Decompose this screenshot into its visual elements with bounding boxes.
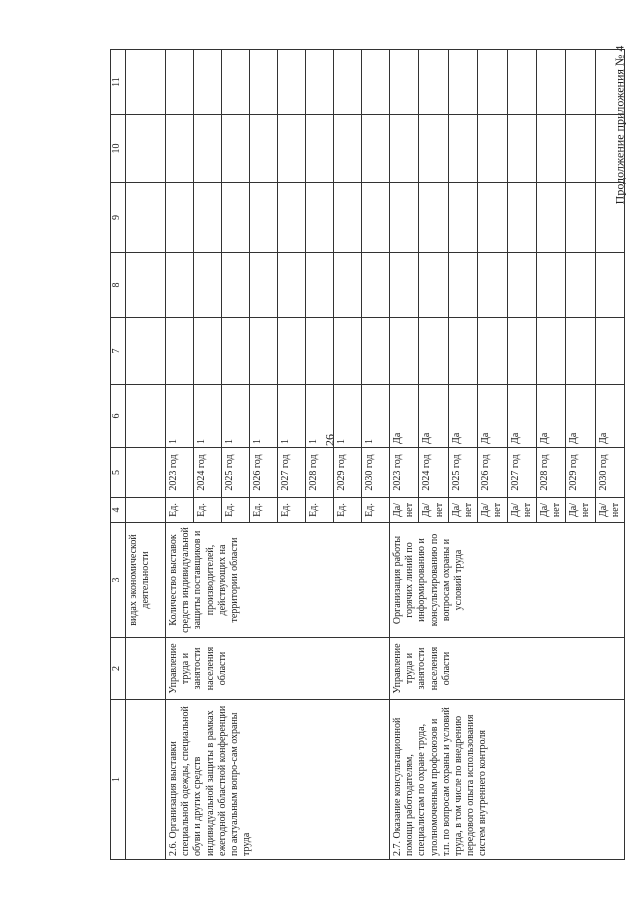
value-cell: Да <box>478 385 507 448</box>
year-cell: 2025 год <box>448 448 477 498</box>
year-cell: 2028 год <box>306 448 334 498</box>
empty-cell-col-8 <box>250 253 278 318</box>
empty-cell-col-7 <box>222 318 250 385</box>
empty-cell-col-9 <box>194 183 222 253</box>
empty-cell-col-11 <box>166 50 194 115</box>
empty-cell-col-8 <box>595 253 624 318</box>
column-header-2: 2 <box>111 638 126 700</box>
year-cell: 2023 год <box>166 448 194 498</box>
empty-cell-col-10 <box>334 115 362 183</box>
empty-cell-col-7 <box>390 318 419 385</box>
empty-cell-col-11 <box>536 50 565 115</box>
empty-cell-col-9 <box>595 183 624 253</box>
empty-cell-col-11 <box>306 50 334 115</box>
year-cell: 2028 год <box>536 448 565 498</box>
empty-cell-col-7 <box>278 318 306 385</box>
empty-cell-col-10 <box>595 115 624 183</box>
empty-cell-col-11 <box>566 50 595 115</box>
empty-cell-col-9 <box>566 183 595 253</box>
empty-cell-col-7 <box>536 318 565 385</box>
unit-cell: Ед. <box>278 498 306 523</box>
value-cell: 1 <box>250 385 278 448</box>
column-header-3: 3 <box>111 523 126 638</box>
value-cell: Да <box>566 385 595 448</box>
unit-cell: Ед. <box>222 498 250 523</box>
value-cell: 1 <box>222 385 250 448</box>
activity-cell: 2.6. Организация выставки специальной одежды, специальной обуви и других средств индивидуальной защиты в рамках ежегодной областной конференции по актуальным вопро-сам охраны труда <box>166 700 390 860</box>
year-cell: 2026 год <box>478 448 507 498</box>
empty-cell-col-10 <box>306 115 334 183</box>
empty-cell-col-11 <box>222 50 250 115</box>
empty-cell-col-7 <box>166 318 194 385</box>
empty-cell-col-10 <box>222 115 250 183</box>
empty-cell-col-8 <box>390 253 419 318</box>
unit-cell: Ед. <box>194 498 222 523</box>
year-cell: 2024 год <box>194 448 222 498</box>
empty-cell-col-9 <box>222 183 250 253</box>
appendix-caption: Продолжение приложения № 4 <box>612 45 627 205</box>
column-header-9: 9 <box>111 183 126 253</box>
year-cell: 2027 год <box>278 448 306 498</box>
empty-cell-col-10 <box>448 115 477 183</box>
empty-cell-col-9 <box>390 183 419 253</box>
empty-cell-col-8 <box>507 253 536 318</box>
unit-cell: Да/ нет <box>390 498 419 523</box>
empty-cell-col-8 <box>166 253 194 318</box>
unit-cell: Да/ нет <box>478 498 507 523</box>
column-header-6: 6 <box>111 385 126 448</box>
empty-cell-col-11 <box>419 50 448 115</box>
value-cell: 1 <box>362 385 390 448</box>
empty-cell-col-8 <box>222 253 250 318</box>
empty-cell-col-10 <box>536 115 565 183</box>
empty-cell-col-9 <box>507 183 536 253</box>
empty-cell-col-8 <box>362 253 390 318</box>
empty-cell-col-8 <box>448 253 477 318</box>
unit-cell: Ед. <box>166 498 194 523</box>
carry-over-row <box>126 50 166 860</box>
empty-cell-col-8 <box>306 253 334 318</box>
empty-cell-col-7 <box>507 318 536 385</box>
empty-cell-col-10 <box>250 115 278 183</box>
unit-cell: Ед. <box>362 498 390 523</box>
empty-cell-col-7 <box>306 318 334 385</box>
empty-cell-col-7 <box>595 318 624 385</box>
empty-cell-col-9 <box>306 183 334 253</box>
year-cell: 2023 год <box>390 448 419 498</box>
unit-cell: Да/ нет <box>507 498 536 523</box>
carry-over-text: видах экономической деятельности <box>126 523 166 638</box>
empty-cell-col-11 <box>194 50 222 115</box>
indicator-cell: Организация работы горячих линий по информированию и консультированию по вопросам охраны и условий труда <box>390 523 625 638</box>
empty-cell-col-7 <box>478 318 507 385</box>
empty-cell-col-11 <box>250 50 278 115</box>
empty-cell-col-9 <box>334 183 362 253</box>
empty-cell-col-11 <box>507 50 536 115</box>
empty-cell-col-10 <box>166 115 194 183</box>
empty-cell-col-9 <box>362 183 390 253</box>
empty-cell-col-9 <box>166 183 194 253</box>
value-cell: Да <box>536 385 565 448</box>
value-cell: Да <box>390 385 419 448</box>
empty-cell-col-8 <box>334 253 362 318</box>
indicator-cell: Количество выставок средств индивидуальной защиты поставщиков и производителей, действующих на территории области <box>166 523 390 638</box>
year-cell: 2027 год <box>507 448 536 498</box>
empty-cell-col-7 <box>566 318 595 385</box>
empty-cell-col-10 <box>419 115 448 183</box>
column-header-7: 7 <box>111 318 126 385</box>
empty-cell-col-8 <box>194 253 222 318</box>
empty-cell-col-9 <box>448 183 477 253</box>
empty-cell-col-10 <box>278 115 306 183</box>
column-number-row <box>111 50 126 860</box>
empty-cell-col-7 <box>334 318 362 385</box>
value-cell: Да <box>419 385 448 448</box>
year-cell: 2030 год <box>595 448 624 498</box>
empty-cell-col-11 <box>478 50 507 115</box>
column-header-5: 5 <box>111 448 126 498</box>
empty-cell-col-9 <box>478 183 507 253</box>
activity-cell: 2.7. Оказание консультационной помощи работодателям, специалистам по охране труда, уполномоченным профсоюзов и т.п. по вопросам охраны и условий труда, в том числе по внедрению передового опыта использования систем внутреннего контроля <box>390 700 625 860</box>
program-table <box>110 49 625 860</box>
value-cell: Да <box>507 385 536 448</box>
empty-cell-col-7 <box>250 318 278 385</box>
unit-cell: Ед. <box>250 498 278 523</box>
unit-cell: Да/ нет <box>566 498 595 523</box>
empty-cell-col-10 <box>478 115 507 183</box>
empty-cell-col-7 <box>448 318 477 385</box>
value-cell: 1 <box>306 385 334 448</box>
year-cell: 2029 год <box>334 448 362 498</box>
empty-cell-col-11 <box>334 50 362 115</box>
empty-cell-col-8 <box>566 253 595 318</box>
executor-cell: Управление труда и занятости населения области <box>390 638 625 700</box>
empty-cell-col-11 <box>362 50 390 115</box>
unit-cell: Ед. <box>334 498 362 523</box>
column-header-4: 4 <box>111 498 126 523</box>
column-header-8: 8 <box>111 253 126 318</box>
unit-cell: Да/ нет <box>448 498 477 523</box>
page-number: 26 <box>322 434 337 446</box>
empty-cell-col-7 <box>194 318 222 385</box>
empty-cell-col-9 <box>250 183 278 253</box>
value-cell: 1 <box>278 385 306 448</box>
empty-cell-col-10 <box>507 115 536 183</box>
executor-cell: Управление труда и занятости населения области <box>166 638 390 700</box>
empty-cell-col-10 <box>362 115 390 183</box>
column-header-11: 11 <box>111 50 126 115</box>
empty-cell-col-9 <box>419 183 448 253</box>
empty-cell-col-9 <box>278 183 306 253</box>
unit-cell: Да/ нет <box>595 498 624 523</box>
value-cell: Да <box>448 385 477 448</box>
empty-cell-col-7 <box>419 318 448 385</box>
year-cell: 2029 год <box>566 448 595 498</box>
empty-cell-col-10 <box>566 115 595 183</box>
column-header-1: 1 <box>111 700 126 860</box>
empty-cell-col-8 <box>536 253 565 318</box>
value-cell: 1 <box>334 385 362 448</box>
empty-cell-col-10 <box>390 115 419 183</box>
empty-cell-col-7 <box>362 318 390 385</box>
empty-cell-col-11 <box>448 50 477 115</box>
year-cell: 2030 год <box>362 448 390 498</box>
empty-cell-col-8 <box>419 253 448 318</box>
empty-cell-col-8 <box>278 253 306 318</box>
year-cell: 2026 год <box>250 448 278 498</box>
value-cell: Да <box>595 385 624 448</box>
unit-cell: Ед. <box>306 498 334 523</box>
table-row <box>390 50 419 860</box>
empty-cell-col-10 <box>194 115 222 183</box>
year-cell: 2024 год <box>419 448 448 498</box>
year-cell: 2025 год <box>222 448 250 498</box>
empty-cell-col-9 <box>536 183 565 253</box>
value-cell: 1 <box>166 385 194 448</box>
empty-cell-col-11 <box>595 50 624 115</box>
table-row <box>166 50 194 860</box>
value-cell: 1 <box>194 385 222 448</box>
column-header-10: 10 <box>111 115 126 183</box>
empty-cell-col-11 <box>390 50 419 115</box>
empty-cell-col-8 <box>478 253 507 318</box>
empty-cell-col-11 <box>278 50 306 115</box>
unit-cell: Да/ нет <box>419 498 448 523</box>
unit-cell: Да/ нет <box>536 498 565 523</box>
